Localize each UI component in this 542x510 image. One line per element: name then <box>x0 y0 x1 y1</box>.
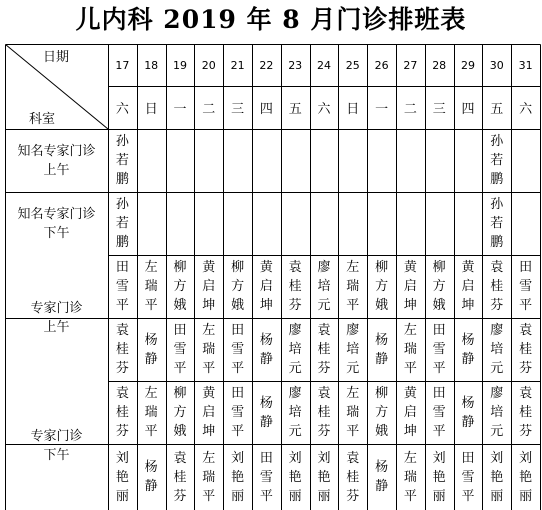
schedule-cell <box>425 129 454 192</box>
schedule-cell-text: 廖培元 <box>490 323 504 376</box>
schedule-cell <box>425 381 454 444</box>
date-cell-text: 30 <box>489 58 504 72</box>
schedule-cell <box>338 381 367 444</box>
weekday-cell <box>454 86 483 129</box>
weekday-cell <box>310 86 339 129</box>
schedule-cell <box>137 129 166 192</box>
schedule-table <box>5 44 541 510</box>
date-cell <box>310 44 339 86</box>
schedule-cell <box>137 381 166 444</box>
schedule-cell-text: 杨静 <box>144 332 158 367</box>
schedule-cell <box>396 318 425 381</box>
corner-label-department: 科室 <box>29 112 56 127</box>
schedule-cell <box>396 444 425 510</box>
date-cell-text: 17 <box>115 58 130 72</box>
schedule-cell-text: 柳方娥 <box>375 260 389 313</box>
date-cell <box>108 44 137 86</box>
schedule-cell-text: 左瑞平 <box>403 323 417 376</box>
schedule-cell-text: 廖培元 <box>288 323 302 376</box>
schedule-cell <box>396 381 425 444</box>
date-cell-text: 23 <box>288 58 303 72</box>
schedule-cell-text: 袁桂芬 <box>519 386 533 439</box>
schedule-cell <box>194 318 223 381</box>
schedule-cell <box>137 444 166 510</box>
weekday-cell <box>281 86 310 129</box>
schedule-cell <box>166 318 195 381</box>
schedule-cell-text: 田雪平 <box>432 386 446 439</box>
schedule-cell-text: 田雪平 <box>173 323 187 376</box>
schedule-cell <box>454 318 483 381</box>
schedule-cell-text: 左瑞平 <box>202 323 216 376</box>
row-label <box>5 192 108 255</box>
schedule-cell <box>454 255 483 318</box>
date-cell <box>281 44 310 86</box>
schedule-cell <box>310 381 339 444</box>
schedule-cell-text: 田雪平 <box>432 323 446 376</box>
schedule-cell <box>454 192 483 255</box>
schedule-cell-text: 孙若鹏 <box>490 197 504 250</box>
schedule-cell <box>281 192 310 255</box>
row-label-text: 知名专家门诊 下午 <box>17 206 96 241</box>
schedule-cell <box>396 255 425 318</box>
weekday-cell <box>223 86 252 129</box>
schedule-cell-text: 杨静 <box>461 395 475 430</box>
schedule-cell <box>281 129 310 192</box>
schedule-cell-text: 刘艳丽 <box>288 450 302 504</box>
schedule-cell <box>367 129 396 192</box>
schedule-cell <box>511 381 540 444</box>
schedule-cell-text: 柳方娥 <box>173 386 187 439</box>
row-label <box>5 381 108 510</box>
schedule-cell <box>252 381 281 444</box>
weekday-cell <box>511 86 540 129</box>
schedule-cell-text: 袁桂芬 <box>288 260 302 313</box>
schedule-cell-text: 黄启坤 <box>461 260 475 313</box>
schedule-cell-text: 袁桂芬 <box>490 260 504 313</box>
weekday-cell <box>194 86 223 129</box>
schedule-cell <box>367 255 396 318</box>
schedule-cell <box>281 381 310 444</box>
schedule-cell <box>396 129 425 192</box>
schedule-cell <box>338 192 367 255</box>
row-label <box>5 255 108 381</box>
schedule-cell <box>223 381 252 444</box>
weekday-cell <box>425 86 454 129</box>
weekday-cell-text: 三 <box>231 102 245 117</box>
schedule-cell <box>223 129 252 192</box>
weekday-cell-text: 一 <box>173 102 187 117</box>
schedule-cell <box>166 192 195 255</box>
row-label <box>5 129 108 192</box>
date-cell <box>166 44 195 86</box>
schedule-cell <box>108 318 137 381</box>
schedule-cell <box>396 192 425 255</box>
schedule-cell-text: 刘艳丽 <box>317 450 331 504</box>
schedule-cell <box>482 318 511 381</box>
schedule-cell-text: 田雪平 <box>461 450 475 504</box>
schedule-cell-text: 袁桂芬 <box>346 450 360 504</box>
schedule-cell <box>511 192 540 255</box>
date-cell-text: 19 <box>172 58 187 72</box>
schedule-cell <box>108 192 137 255</box>
schedule-cell <box>511 444 540 510</box>
date-cell-text: 18 <box>144 58 159 72</box>
schedule-cell <box>194 192 223 255</box>
schedule-cell-text: 刘艳丽 <box>490 450 504 504</box>
schedule-cell-text: 柳方娥 <box>173 260 187 313</box>
schedule-cell <box>252 255 281 318</box>
schedule-cell-text: 左瑞平 <box>346 386 360 439</box>
schedule-cell <box>454 129 483 192</box>
row-label-text: 专家门诊 下午 <box>30 428 83 463</box>
weekday-cell <box>367 86 396 129</box>
schedule-cell <box>252 129 281 192</box>
schedule-cell-text: 廖培元 <box>490 386 504 439</box>
date-cell-text: 31 <box>518 58 533 72</box>
date-cell <box>511 44 540 86</box>
schedule-cell <box>108 444 137 510</box>
schedule-cell <box>425 255 454 318</box>
schedule-cell <box>108 381 137 444</box>
weekday-cell-text: 六 <box>519 102 533 117</box>
schedule-cell <box>310 129 339 192</box>
schedule-cell <box>137 255 166 318</box>
schedule-cell <box>310 192 339 255</box>
schedule-cell-text: 左瑞平 <box>144 260 158 313</box>
weekday-cell-text: 六 <box>115 102 129 117</box>
weekday-cell <box>396 86 425 129</box>
schedule-cell <box>252 192 281 255</box>
date-cell <box>137 44 166 86</box>
schedule-cell-text: 田雪平 <box>231 323 245 376</box>
date-cell <box>367 44 396 86</box>
schedule-cell <box>281 318 310 381</box>
schedule-cell <box>194 381 223 444</box>
date-cell-text: 28 <box>432 58 447 72</box>
schedule-cell-text: 廖培元 <box>288 386 302 439</box>
weekday-cell-text: 二 <box>202 102 216 117</box>
date-cell-text: 21 <box>230 58 245 72</box>
schedule-cell-text: 袁桂芬 <box>173 450 187 504</box>
schedule-cell <box>482 381 511 444</box>
weekday-cell <box>108 86 137 129</box>
schedule-cell-text: 孙若鹏 <box>115 197 129 250</box>
schedule-cell <box>137 192 166 255</box>
date-cell <box>425 44 454 86</box>
schedule-cell <box>367 444 396 510</box>
schedule-cell-text: 左瑞平 <box>403 450 417 504</box>
schedule-cell <box>166 444 195 510</box>
schedule-cell-text: 廖培元 <box>346 323 360 376</box>
schedule-cell-text: 袁桂芬 <box>519 323 533 376</box>
schedule-cell <box>482 444 511 510</box>
schedule-cell <box>223 444 252 510</box>
schedule-cell-text: 袁桂芬 <box>317 386 331 439</box>
schedule-cell <box>338 129 367 192</box>
schedule-cell <box>281 444 310 510</box>
schedule-cell-text: 左瑞平 <box>346 260 360 313</box>
date-cell-text: 29 <box>460 58 475 72</box>
date-cell <box>252 44 281 86</box>
schedule-cell <box>166 129 195 192</box>
schedule-cell <box>223 255 252 318</box>
schedule-cell <box>194 444 223 510</box>
schedule-cell-text: 田雪平 <box>115 260 129 313</box>
schedule-cell-text: 杨静 <box>375 332 389 367</box>
date-cell-text: 22 <box>259 58 274 72</box>
weekday-cell-text: 日 <box>144 102 158 117</box>
weekday-cell-text: 六 <box>317 102 331 117</box>
weekday-cell <box>482 86 511 129</box>
schedule-cell-text: 刘艳丽 <box>115 450 129 504</box>
schedule-cell <box>482 192 511 255</box>
date-cell-text: 20 <box>201 58 216 72</box>
schedule-cell <box>367 192 396 255</box>
weekday-cell-text: 三 <box>432 102 446 117</box>
date-cell-text: 27 <box>403 58 418 72</box>
weekday-cell-text: 五 <box>490 102 504 117</box>
schedule-cell <box>166 255 195 318</box>
schedule-cell <box>223 192 252 255</box>
schedule-cell-text: 左瑞平 <box>202 450 216 504</box>
schedule-cell-text: 刘艳丽 <box>432 450 446 504</box>
schedule-cell <box>252 444 281 510</box>
date-cell <box>454 44 483 86</box>
date-cell-text: 25 <box>345 58 360 72</box>
schedule-cell-text: 袁桂芬 <box>115 323 129 376</box>
weekday-cell <box>166 86 195 129</box>
schedule-cell <box>108 129 137 192</box>
schedule-cell-text: 杨静 <box>259 395 273 430</box>
schedule-cell-text: 田雪平 <box>519 260 533 313</box>
schedule-cell <box>338 318 367 381</box>
schedule-cell-text: 柳方娥 <box>375 386 389 439</box>
schedule-cell-text: 袁桂芬 <box>317 323 331 376</box>
date-cell <box>338 44 367 86</box>
date-cell-text: 24 <box>316 58 331 72</box>
weekday-cell-text: 二 <box>403 102 417 117</box>
schedule-cell <box>338 444 367 510</box>
schedule-cell-text: 杨静 <box>259 332 273 367</box>
schedule-cell-text: 刘艳丽 <box>519 450 533 504</box>
schedule-cell-text: 杨静 <box>375 460 389 494</box>
schedule-cell-text: 黄启坤 <box>259 260 273 313</box>
schedule-cell <box>338 255 367 318</box>
schedule-cell <box>425 444 454 510</box>
schedule-cell <box>166 381 195 444</box>
schedule-cell <box>511 318 540 381</box>
schedule-cell <box>194 129 223 192</box>
schedule-cell-text: 黄启坤 <box>403 260 417 313</box>
corner-label-date: 日期 <box>43 50 70 65</box>
schedule-cell <box>425 318 454 381</box>
schedule-cell-text: 黄启坤 <box>202 260 216 313</box>
weekday-cell-text: 日 <box>346 102 360 117</box>
weekday-cell-text: 一 <box>375 102 389 117</box>
date-cell <box>223 44 252 86</box>
schedule-cell <box>194 255 223 318</box>
schedule-cell <box>281 255 310 318</box>
date-cell-text: 26 <box>374 58 389 72</box>
schedule-cell <box>425 192 454 255</box>
date-cell <box>194 44 223 86</box>
schedule-cell <box>137 318 166 381</box>
schedule-cell <box>482 129 511 192</box>
schedule-cell <box>310 255 339 318</box>
schedule-cell <box>252 318 281 381</box>
schedule-cell <box>367 381 396 444</box>
schedule-cell-text: 左瑞平 <box>144 386 158 439</box>
schedule-cell <box>482 255 511 318</box>
page-title: 儿内科 2019 年 8 月门诊排班表 <box>75 5 467 34</box>
weekday-cell-text: 五 <box>288 102 302 117</box>
schedule-cell-text: 杨静 <box>461 332 475 367</box>
schedule-cell <box>454 444 483 510</box>
schedule-cell <box>108 255 137 318</box>
schedule-cell-text: 杨静 <box>144 460 158 494</box>
schedule-cell-text: 孙若鹏 <box>115 134 129 187</box>
date-cell <box>482 44 511 86</box>
weekday-cell <box>137 86 166 129</box>
schedule-cell <box>310 444 339 510</box>
schedule-cell-text: 黄启坤 <box>202 386 216 439</box>
schedule-cell-text: 柳方娥 <box>432 260 446 313</box>
schedule-cell <box>511 129 540 192</box>
weekday-cell <box>252 86 281 129</box>
schedule-cell <box>511 255 540 318</box>
schedule-cell-text: 袁桂芬 <box>115 386 129 439</box>
schedule-cell-text: 田雪平 <box>231 386 245 439</box>
schedule-cell-text: 田雪平 <box>259 450 273 504</box>
weekday-cell-text: 四 <box>259 102 273 117</box>
weekday-cell-text: 四 <box>461 102 475 117</box>
schedule-cell-text: 黄启坤 <box>403 386 417 439</box>
date-cell <box>396 44 425 86</box>
row-label-text: 专家门诊 上午 <box>30 301 83 335</box>
weekday-cell <box>338 86 367 129</box>
schedule-cell <box>454 381 483 444</box>
schedule-cell-text: 柳方娥 <box>231 260 245 313</box>
schedule-cell-text: 廖培元 <box>317 260 331 313</box>
schedule-cell <box>310 318 339 381</box>
schedule-cell-text: 孙若鹏 <box>490 134 504 187</box>
schedule-cell <box>367 318 396 381</box>
schedule-cell <box>223 318 252 381</box>
schedule-cell-text: 刘艳丽 <box>231 450 245 504</box>
row-label-text: 知名专家门诊 上午 <box>17 143 96 178</box>
